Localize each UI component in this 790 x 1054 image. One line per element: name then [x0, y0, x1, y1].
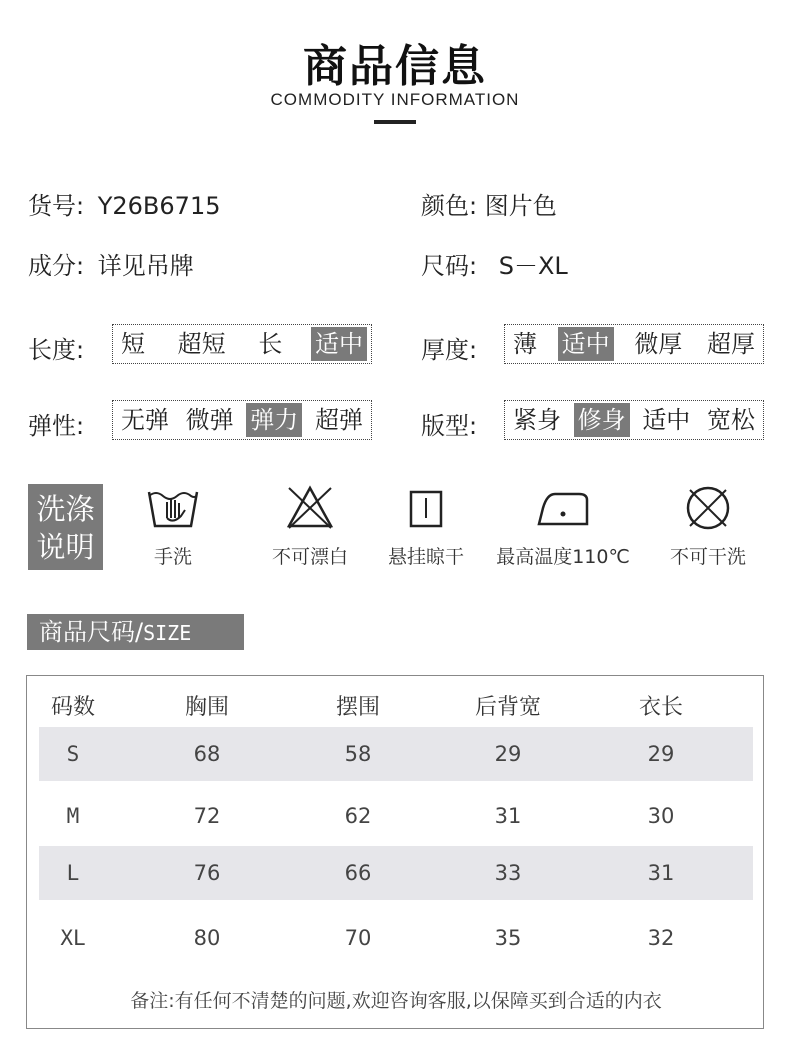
table-cell: 31	[647, 861, 675, 885]
wash-text-iron: 最高温度110℃	[496, 546, 630, 568]
fit-options	[504, 400, 764, 440]
table-cell: 33	[494, 861, 522, 885]
wash-text-no-dry-clean: 不可干洗	[669, 546, 746, 568]
elasticity-label: 弹性:	[28, 412, 85, 440]
material-value: 详见吊牌	[97, 252, 194, 280]
length-option: 超短	[177, 330, 226, 358]
color-label: 颜色:	[421, 192, 478, 220]
hang-dry-icon	[408, 484, 444, 530]
item-number-row	[28, 186, 220, 221]
size-note: 备注:有任何不清楚的问题,欢迎咨询客服,以保障买到合适的内衣	[130, 990, 662, 1012]
wash-text-no-bleach: 不可漂白	[271, 546, 348, 568]
table-cell: 80	[193, 926, 221, 950]
table-row	[39, 846, 753, 900]
table-cell: 76	[193, 861, 221, 885]
thickness-option: 超厚	[706, 330, 755, 358]
length-option: 短	[121, 330, 145, 358]
wash-item-hang-dry	[378, 484, 474, 569]
elasticity-option: 无弹	[121, 406, 169, 434]
length-label: 长度:	[28, 336, 85, 364]
table-row	[39, 727, 753, 781]
elasticity-option: 微弹	[185, 406, 234, 434]
wash-item-no-bleach	[262, 484, 358, 569]
size-table	[26, 675, 764, 1029]
thickness-option: 微厚	[634, 330, 683, 358]
fit-option: 适中	[642, 406, 691, 434]
material-row	[28, 246, 194, 281]
column-header-length: 衣长	[638, 695, 683, 720]
fit-label: 版型:	[421, 412, 478, 440]
table-cell: M	[66, 804, 80, 828]
table-cell: 72	[193, 804, 221, 828]
table-cell: XL	[60, 926, 86, 950]
washing-label-line2: 说明	[36, 530, 95, 564]
thickness-option: 薄	[513, 330, 537, 358]
column-header-chest: 胸围	[184, 695, 229, 720]
length-option: 长	[258, 330, 283, 358]
washing-label-line1: 洗涤	[36, 492, 95, 526]
table-cell: 68	[193, 742, 221, 766]
table-cell: 29	[647, 742, 675, 766]
thickness-option-selected: 适中	[558, 327, 614, 361]
table-cell: 30	[647, 804, 675, 828]
table-cell: 70	[344, 926, 372, 950]
iron-icon	[535, 484, 591, 530]
elasticity-option: 超弹	[314, 406, 363, 434]
material-label: 成分:	[28, 252, 85, 280]
page-title: 商品信息	[303, 41, 487, 92]
column-header-back-width: 后背宽	[474, 695, 541, 720]
table-cell: 62	[344, 804, 372, 828]
item-number-label: 货号:	[28, 192, 85, 220]
no-bleach-icon	[285, 484, 335, 530]
table-row	[39, 911, 753, 965]
length-options	[112, 324, 372, 364]
washing-label	[28, 484, 103, 570]
table-cell: 66	[344, 861, 372, 885]
table-cell: L	[66, 861, 80, 885]
color-value: 图片色	[484, 192, 557, 220]
thickness-label: 厚度:	[421, 336, 478, 364]
length-option-selected: 适中	[311, 327, 367, 361]
no-dry-clean-icon	[684, 484, 732, 530]
fit-option: 紧身	[513, 406, 561, 434]
table-cell: 32	[647, 926, 675, 950]
table-row	[39, 789, 753, 843]
item-number-value: Y26B6715	[97, 192, 221, 220]
table-cell: 31	[494, 804, 522, 828]
page-subtitle: COMMODITY INFORMATION	[270, 90, 520, 109]
thickness-options	[504, 324, 764, 364]
size-section-title	[27, 614, 244, 650]
table-cell: 58	[344, 742, 372, 766]
wash-item-iron	[490, 484, 636, 569]
table-cell: S	[66, 742, 80, 766]
size-title-cn: 商品尺码/	[39, 618, 144, 646]
size-label: 尺码:	[421, 252, 478, 280]
size-value: S－XL	[498, 252, 568, 280]
column-header-hem: 摆围	[335, 695, 380, 720]
title-underline	[374, 120, 416, 124]
wash-text-hang-dry: 悬挂晾干	[387, 546, 464, 568]
fit-option: 宽松	[706, 406, 755, 434]
wash-item-no-dry-clean	[660, 484, 756, 569]
fit-option-selected: 修身	[574, 403, 630, 437]
column-header-size: 码数	[50, 695, 95, 720]
elasticity-options	[112, 400, 372, 440]
elasticity-option-selected: 弹力	[246, 403, 302, 437]
hand-wash-icon	[145, 484, 201, 530]
wash-text-hand-wash: 手洗	[153, 546, 192, 568]
size-title-en: SIZE	[143, 621, 192, 645]
table-cell: 35	[494, 926, 522, 950]
wash-item-hand-wash	[130, 484, 216, 569]
table-cell: 29	[494, 742, 522, 766]
size-row	[421, 246, 568, 281]
color-row	[421, 186, 557, 221]
